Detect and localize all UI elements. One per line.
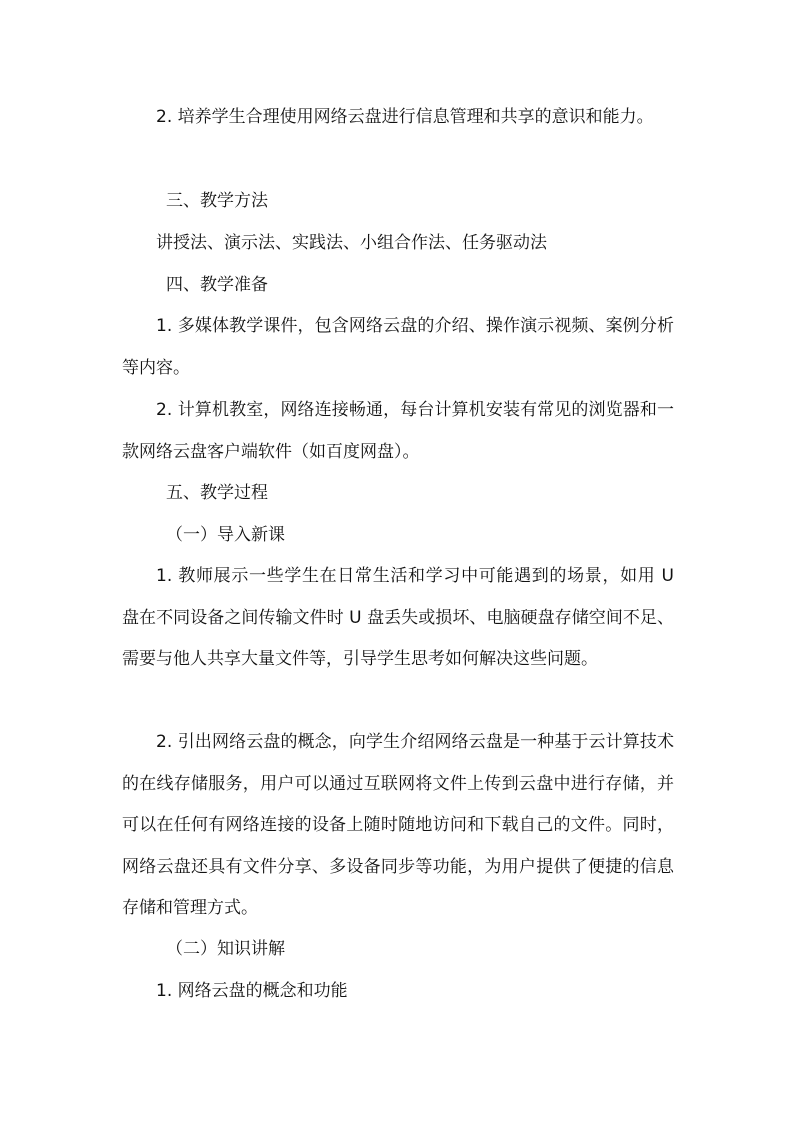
heading-teaching-preparation: 四、教学准备 — [166, 275, 268, 295]
heading-teaching-methods: 三、教学方法 — [166, 191, 268, 211]
paragraph-goal-2: 2. 培养学生合理使用网络云盘进行信息管理和共享的意识和能力。 — [156, 107, 654, 127]
paragraph-preparation-2: 2. 计算机教室，网络连接畅通，每台计算机安装有常见的浏览器和一款网络云盘客户端软件（如百度网盘）。 — [122, 400, 674, 462]
paragraph-methods-list: 讲授法、演示法、实践法、小组合作法、任务驱动法 — [156, 233, 547, 253]
heading-teaching-process: 五、教学过程 — [166, 483, 268, 503]
heading-introduction: （一）导入新课 — [166, 525, 285, 545]
paragraph-preparation-1: 1. 多媒体教学课件，包含网络云盘的介绍、操作演示视频、案例分析等内容。 — [122, 316, 674, 378]
paragraph-introduction-2: 2. 引出网络云盘的概念，向学生介绍网络云盘是一种基于云计算技术的在线存储服务，用户可以通过互联网将文件上传到云盘中进行存储，并可以在任何有网络连接的设备上随时随地访问和下载自己的文件。同时，网络云盘还具有文件分享、多设备同步等功能，为用户提供了便捷的信息存储和管理方式。 — [122, 732, 674, 918]
paragraph-introduction-1: 1. 教师展示一些学生在日常生活和学习中可能遇到的场景，如用 U 盘在不同设备之间传输文件时 U 盘丢失或损坏、电脑硬盘存储空间不足、需要与他人共享大量文件等，引导学生思考如何解决这些问题。 — [122, 566, 674, 669]
heading-knowledge-explanation: （二）知识讲解 — [166, 939, 285, 959]
paragraph-concept-function: 1. 网络云盘的概念和功能 — [156, 981, 348, 1001]
